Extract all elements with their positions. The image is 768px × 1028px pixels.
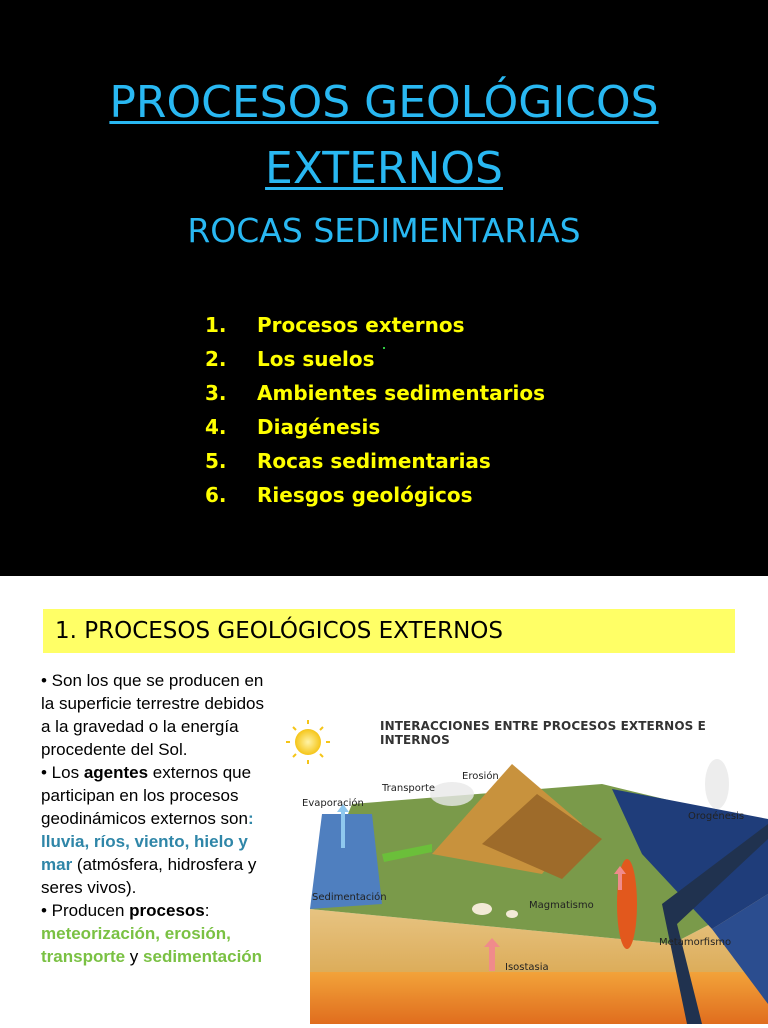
bullet-3 [41,899,277,968]
bullet-2-text: • Los [41,763,84,782]
toc-number: 5. [205,449,227,473]
table-of-contents [205,308,545,512]
toc-label: Los suelos [257,347,375,371]
slide-subtitle: ROCAS SEDIMENTARIAS [187,211,581,250]
processes-term: procesos [129,901,205,920]
body-text [41,669,277,968]
figure-title: INTERACCIONES ENTRE PROCESOS EXTERNOS E INTERNOS [380,719,706,747]
bullet-1: • Son los que se producen en la superficie terrestre debidos a la gravedad o la energía procedente del Sol. [41,671,265,759]
processes-list: meteorización, erosión, transporte [41,924,231,966]
slide-title-line1: PROCESOS GEOLÓGICOS [109,77,659,128]
section-heading-banner [43,609,735,653]
slide-title-line2: EXTERNOS [265,143,503,194]
bullet-3-text: : [204,901,210,920]
label-transporte: Transporte [382,783,436,794]
label-orogenesis: Orogénesis [688,811,745,822]
label-erosion: Erosión [462,771,499,782]
processes-list-last: sedimentación [143,947,263,966]
content-slide [0,576,768,1024]
geology-diagram-illustration [282,704,768,1024]
toc-item [205,308,545,342]
bullet-2 [41,761,277,899]
toc-number: 4. [205,415,227,439]
toc-label: Procesos externos [257,313,465,337]
agents-list: : lluvia, ríos, viento, hielo y mar [41,809,254,874]
label-isostasia: Isostasia [505,962,549,973]
label-metamorfismo: Metamorfismo [659,937,732,948]
toc-item [205,444,545,478]
toc-item [205,342,545,376]
toc-item [205,376,545,410]
geology-diagram [282,704,768,1024]
slide-title [0,70,768,202]
bullet-2-text: externos que participan en los procesos geodinámicos externos son [41,763,252,828]
decorative-dot [383,347,385,349]
toc-label: Riesgos geológicos [257,483,473,507]
toc-item [205,478,545,512]
toc-label: Rocas sedimentarias [257,449,491,473]
label-sedimentacion: Sedimentación [312,892,387,903]
bullet-3-text: y [125,947,144,966]
bullet-3-text: • Producen [41,901,130,920]
bullet-2-text: (atmósfera, hidrosfera y seres vivos). [41,855,257,897]
toc-number: 2. [205,347,227,371]
label-evaporacion: Evaporación [302,798,364,809]
toc-label: Diagénesis [257,415,381,439]
toc-number: 3. [205,381,227,405]
section-heading: 1. PROCESOS GEOLÓGICOS EXTERNOS [55,618,504,644]
toc-number: 1. [205,313,227,337]
toc-number: 6. [205,483,227,507]
agents-term: agentes [83,763,149,782]
toc-item [205,410,545,444]
toc-label: Ambientes sedimentarios [257,381,545,405]
label-magmatismo: Magmatismo [529,900,594,911]
